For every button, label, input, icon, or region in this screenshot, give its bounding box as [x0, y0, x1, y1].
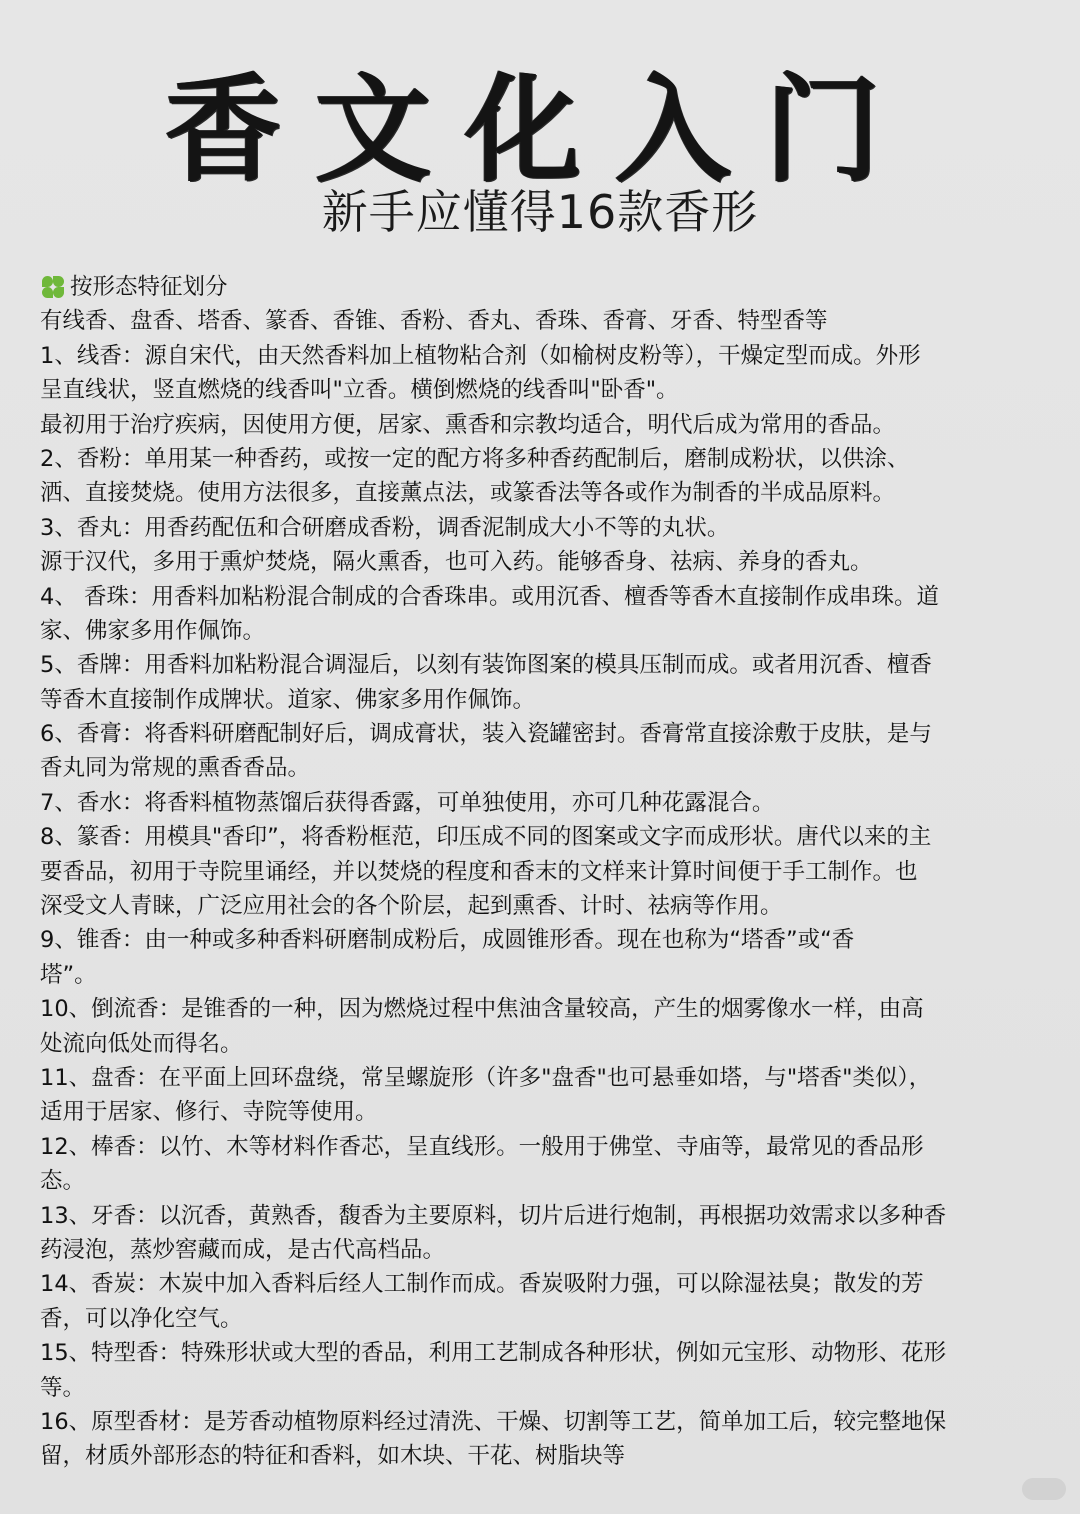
section-heading-text: 按形态特征划分 — [70, 274, 228, 300]
text-line: 9、锥香：由一种或多种香料研磨制成粉后，成圆锥形香。现在也称为“塔香”或“香 — [40, 927, 855, 954]
text-line: 3、香丸：用香药配伍和合研磨成香粉，调香泥制成大小不等的丸状。 — [40, 514, 730, 541]
text-line: 4、 香珠：用香料加粘粉混合制成的合香珠串。或用沉香、檀香等香木直接制作成串珠。道 — [40, 583, 939, 610]
text-line: 6、香膏：将香料研磨配制好后，调成膏状，装入瓷罐密封。香膏常直接涂敷于皮肤，是与 — [40, 721, 932, 748]
text-line: 8、篆香：用模具"香印”，将香粉框范，印压成不同的图案或文字而成形状。唐代以来的主 — [40, 824, 932, 851]
text-line: 香，可以净化空气。 — [40, 1305, 243, 1332]
text-line: 态。 — [40, 1168, 86, 1195]
clover-icon — [40, 274, 66, 300]
text-line: 洒、直接焚烧。使用方法很多，直接薰点法，或篆香法等各或作为制香的半成品原料。 — [40, 480, 896, 507]
text-line: 最初用于治疗疾病，因使用方便，居家、熏香和宗教均适合，明代后成为常用的香品。 — [40, 411, 896, 438]
text-line: 10、倒流香：是锥香的一种，因为燃烧过程中焦油含量较高，产生的烟雾像水一样，由高 — [40, 996, 924, 1023]
watermark — [1022, 1478, 1066, 1500]
text-line: 家、佛家多用作佩饰。 — [40, 617, 266, 644]
text-line: 呈直线状，竖直燃烧的线香叫"立香。横倒燃烧的线香叫"卧香"。 — [40, 377, 679, 404]
text-line: 等。 — [40, 1374, 86, 1401]
text-line: 深受文人青睐，广泛应用社会的各个阶层，起到熏香、计时、祛病等作用。 — [40, 893, 783, 920]
text-line: 有线香、盘香、塔香、篆香、香锥、香粉、香丸、香珠、香膏、牙香、特型香等 — [40, 308, 828, 335]
text-line: 药浸泡，蒸炒窖藏而成，是古代高档品。 — [40, 1236, 446, 1263]
text-line: 5、香牌：用香料加粘粉混合调湿后，以刻有装饰图案的模具压制而成。或者用沉香、檀香 — [40, 652, 932, 679]
text-line: 等香木直接制作成牌状。道家、佛家多用作佩饰。 — [40, 686, 536, 713]
page-title: 香文化入门 — [165, 62, 915, 198]
text-line: 7、香水：将香料植物蒸馏后获得香露，可单独使用，亦可几种花露混合。 — [40, 789, 775, 816]
text-line: 2、香粉：单用某一种香药，或按一定的配方将多种香药配制后，磨制成粉状，以供涂、 — [40, 445, 910, 472]
text-line: 处流向低处而得名。 — [40, 1030, 243, 1057]
text-line: 11、盘香：在平面上回环盘绕，常呈螺旋形（许多"盘香"也可悬垂如塔，与"塔香"类似）， — [40, 1064, 932, 1091]
page-subtitle: 新手应懂得16款香形 — [321, 185, 759, 239]
text-line: 14、香炭：木炭中加入香料后经人工制作而成。香炭吸附力强，可以除湿祛臭；散发的芳 — [40, 1271, 924, 1298]
article-body — [40, 270, 1030, 1474]
text-line: 12、棒香：以竹、木等材料作香芯，呈直线形。一般用于佛堂、寺庙等，最常见的香品形 — [40, 1133, 924, 1160]
text-line: 留，材质外部形态的特征和香料，如木块、干花、树脂块等 — [40, 1443, 626, 1470]
text-line: 1、线香：源自宋代，由天然香料加上植物粘合剂（如榆树皮粉等），干燥定型而成。外形 — [40, 342, 921, 369]
text-line: 适用于居家、修行、寺院等使用。 — [40, 1099, 378, 1126]
section-heading — [40, 270, 1030, 304]
text-line: 13、牙香：以沉香，黄熟香，馥香为主要原料，切片后进行炮制，再根据功效需求以多种香 — [40, 1202, 947, 1229]
text-line: 香丸同为常规的熏香香品。 — [40, 755, 311, 782]
text-line: 塔”。 — [40, 961, 97, 988]
text-line: 16、原型香材：是芳香动植物原料经过清洗、干燥、切割等工艺，简单加工后，较完整地保 — [40, 1408, 947, 1435]
text-line: 要香品，初用于寺院里诵经，并以焚烧的程度和香末的文样来计算时间便于手工制作。也 — [40, 858, 918, 885]
text-line: 15、特型香：特殊形状或大型的香品，利用工艺制成各种形状，例如元宝形、动物形、花形 — [40, 1340, 947, 1367]
text-lines — [40, 304, 1030, 1473]
text-line: 源于汉代，多用于熏炉焚烧，隔火熏香，也可入药。能够香身、祛病、养身的香丸。 — [40, 549, 873, 576]
